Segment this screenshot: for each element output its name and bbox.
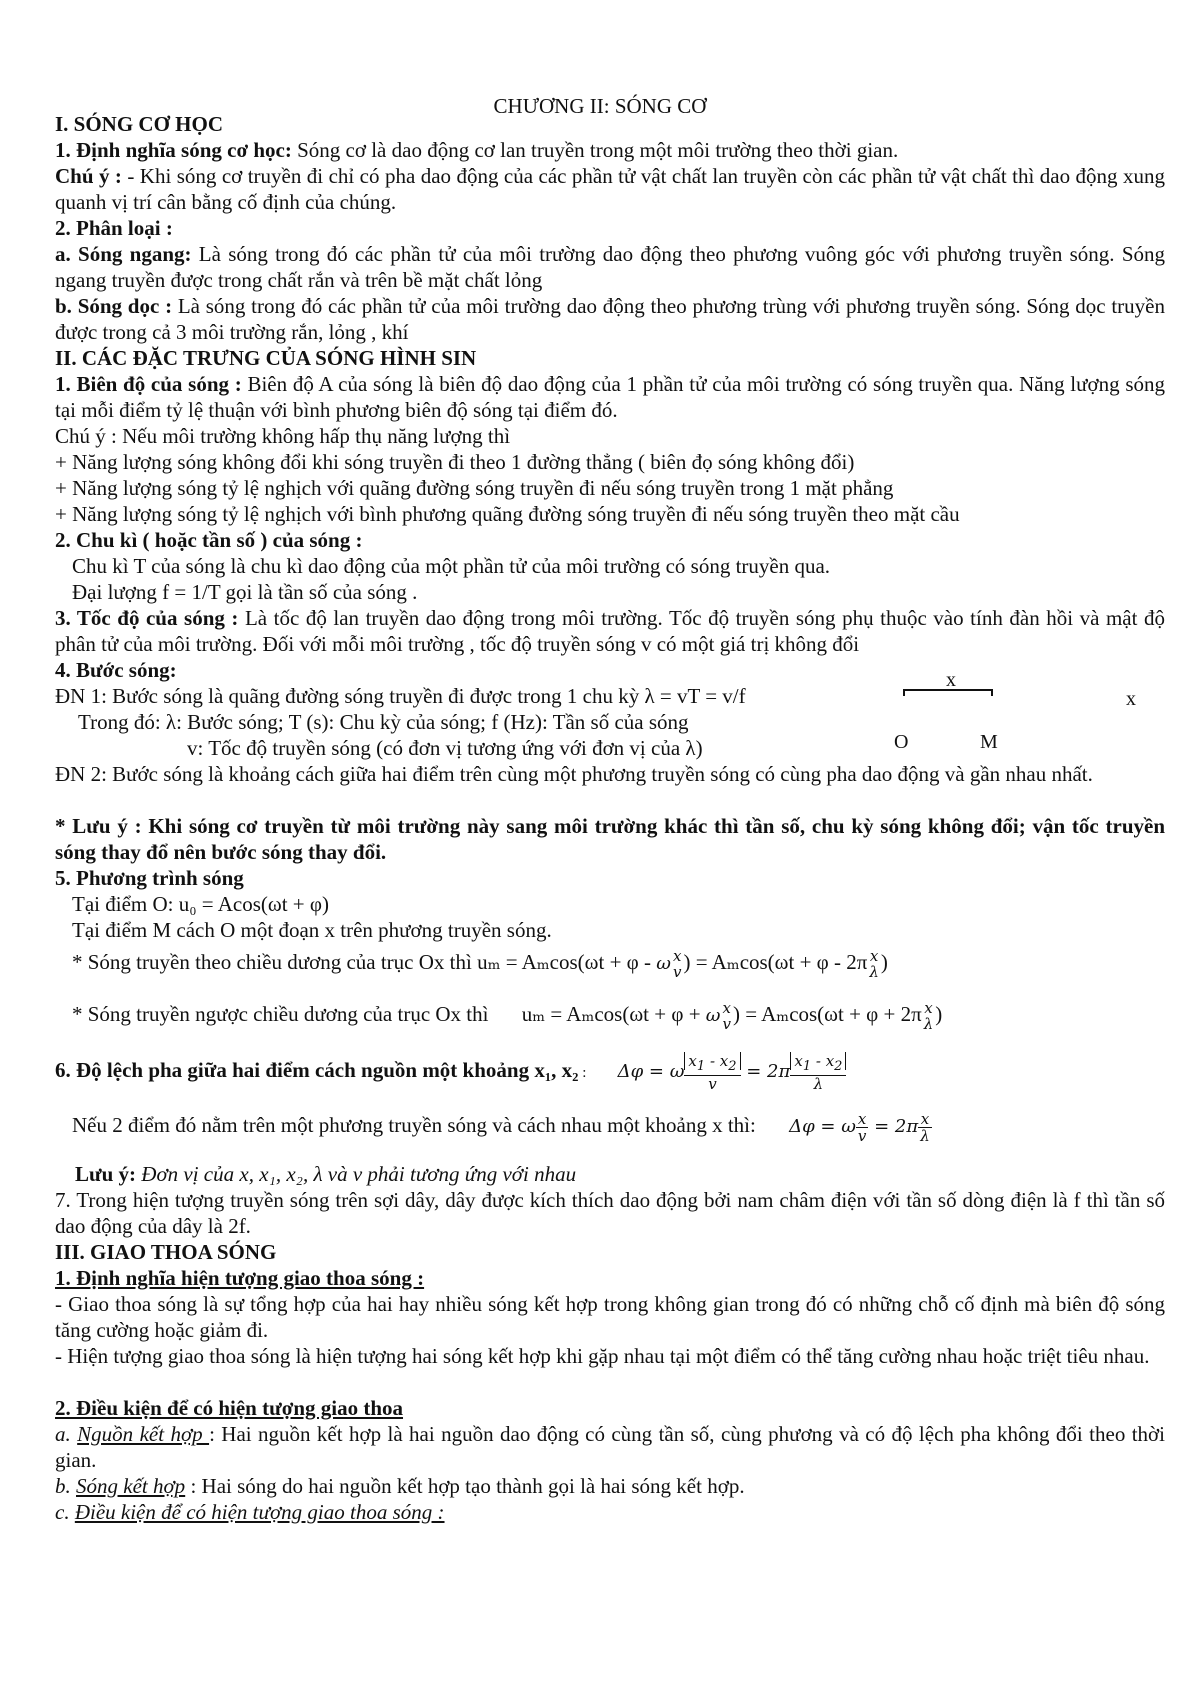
diagram-point-o: O (894, 731, 909, 753)
s2-amplitude-bullet-2: + Năng lượng sóng tỷ lệ nghịch với quãng đường sóng truyền đi nếu sóng truyền trong 1 mặt phẳng (55, 476, 894, 500)
s1-definition-text: Sóng cơ là dao động cơ lan truyền trong một môi trường theo thời gian. (291, 138, 899, 162)
fraction-abs-x1-x2-over-lambda: $\frac{x_1 - x_2}{\lambda}$ (790, 1053, 846, 1092)
s2-wavelength-definition-1: ĐN 1: Bước sóng là quãng đường sóng truyền đi được trong 1 chu kỳ λ = vT = v/f (55, 684, 746, 708)
chapter-title: CHƯƠNG II: SÓNG CƠ (493, 94, 707, 118)
coherent-sources-prefix: a. (55, 1422, 78, 1446)
unit-note-text: Đơn vị của x, x₁, x₂, λ và v phải tương ứng với nhau (136, 1162, 577, 1186)
s1-note (55, 163, 1165, 215)
phase-difference-label: 6. Độ lệch pha giữa hai điểm cách nguồn một khoảng x₁, x₂ (55, 1058, 579, 1082)
s2-unit-note (75, 1161, 576, 1187)
s3-coherent-waves (55, 1473, 745, 1499)
omega-symbol: ω (656, 953, 671, 974)
fraction-x-over-lambda: $\frac{x}{\lambda}$ (920, 1109, 930, 1145)
s3-definition-heading: 1. Định nghĩa hiện tượng giao thoa sóng : (55, 1266, 425, 1290)
diagram-point-m: M (980, 731, 998, 753)
equation-positive-text: * Sóng truyền theo chiều dương của trục Ox thì (72, 950, 472, 974)
s2-wavelength-label: 4. Bước sóng: (55, 658, 177, 682)
diagram-distance-label: x (946, 670, 956, 691)
section-2-heading: II. CÁC ĐẶC TRƯNG CỦA SÓNG HÌNH SIN (55, 346, 477, 370)
s2-amplitude-bullet-3: + Năng lượng sóng tỷ lệ nghịch với bình phương quãng đường sóng truyền đi nếu sóng truyền theo mặt cầu (55, 502, 960, 526)
s2-equation-at-m-intro: Tại điểm M cách O một đoạn x trên phương truyền sóng. (72, 918, 552, 942)
equation-positive-mid: ) = Aₘcos(ωt + φ - 2π (683, 950, 868, 974)
s2-wavelength-note: * Lưu ý : Khi sóng cơ truyền từ môi trường này sang môi trường khác thì tần số, chu kỳ sóng không đổi; vận tốc truyền sóng thay đổ nên bước sóng thay đổi. (55, 814, 1165, 864)
fraction-x-over-lambda: x λ (869, 947, 879, 982)
s1-note-text: - Khi sóng cơ truyền đi chỉ có pha dao động của các phần tử vật chất lan truyền còn các phần tử vật chất thì dao động xung quanh vị trí cân bằng cố định của chúng. (55, 164, 1165, 214)
fraction-x-over-lambda: x λ (923, 999, 934, 1034)
s1-note-label: Chú ý : (55, 164, 122, 188)
coherent-sources-text: : Hai nguồn kết hợp là hai nguồn dao động có cùng tần số, cùng phương và có độ lệch pha không đổi theo thời gian. (55, 1422, 1165, 1472)
equation-negative-mid: ) = Aₘcos(ωt + φ + 2π (732, 1002, 922, 1026)
s2-wavelength-where-1: Trong đó: λ: Bước sóng; T (s): Chu kỳ của sóng; f (Hz): Tần số của sóng (78, 710, 689, 734)
s2-wavelength-where-2: v: Tốc độ truyền sóng (có đơn vị tương ứng với đơn vị của λ) (187, 736, 703, 760)
phase-formula-lhs: Δφ = ω (617, 1061, 685, 1082)
s2-phase-difference-x (72, 1108, 932, 1144)
coherent-waves-term: Sóng kết hợp (76, 1474, 186, 1498)
phase-difference-colon: : (578, 1065, 587, 1081)
s2-equation-positive: * Sóng truyền theo chiều dương của trục Ox thì uₘ = Aₘcos(ωt + φ - ω x v ) = Aₘcos(ωt + φ - 2π x λ ) (72, 947, 888, 982)
s1-definition-label: 1. Định nghĩa sóng cơ học: (55, 138, 292, 162)
s1-longitudinal-wave (55, 293, 1165, 345)
s2-amplitude-note: Chú ý : Nếu môi trường không hấp thụ năng lượng thì (55, 424, 511, 448)
equation-negative-lhs: uₘ = Aₘcos(ωt + φ + (521, 1002, 706, 1026)
unit-note-label: Lưu ý: (75, 1162, 137, 1186)
phase-x-text: Nếu 2 điểm đó nằm trên một phương truyền sóng và cách nhau một khoảng x thì: (72, 1113, 756, 1137)
s2-phase-difference (55, 1047, 846, 1096)
fraction-x-over-v: x v (672, 947, 682, 982)
s1-longitudinal-label: b. Sóng dọc : (55, 294, 173, 318)
coherent-waves-text: : Hai sóng do hai nguồn kết hợp tạo thành gọi là hai sóng kết hợp. (185, 1474, 745, 1498)
phase-x-formula-lhs: Δφ = ω (789, 1116, 856, 1137)
diagram-axis-label: x (1126, 688, 1136, 710)
s1-transverse-wave (55, 241, 1165, 293)
omega-symbol: ω (705, 1005, 721, 1026)
coherent-sources-term: Nguồn kết hợp (77, 1422, 210, 1446)
s1-definition (55, 137, 898, 163)
coherent-waves-prefix: b. (55, 1474, 76, 1498)
fraction-abs-x1-x2-over-v: $\frac{x_1 - x_2}{v}$ (684, 1053, 740, 1092)
s2-wave-equation-label: 5. Phương trình sóng (55, 866, 244, 890)
fraction-x-over-v: x v (722, 999, 731, 1034)
s3-definition-1: - Giao thoa sóng là sự tổng hợp của hai hay nhiều sóng kết hợp trong không gian trong đó có những chỗ cố định mà biên độ sóng tăng cường hoặc giảm đi. (55, 1292, 1165, 1342)
wave-distance-diagram (880, 670, 1160, 755)
interference-condition-term: Điều kiện để có hiện tượng giao thoa sóng : (74, 1500, 445, 1524)
s2-amplitude-bullet-1: + Năng lượng sóng không đổi khi sóng truyền đi theo 1 đường thẳng ( biên đọ sóng không đổi) (55, 450, 855, 474)
equation-negative-text: * Sóng truyền ngược chiều dương của trục Ox thì (72, 1002, 489, 1026)
equation-positive-lhs: uₘ = Aₘcos(ωt + φ - (477, 950, 657, 974)
s2-period-text-1: Chu kì T của sóng là chu kì dao động của một phần tử của môi trường có sóng truyền qua. (72, 554, 831, 578)
s2-string-wave: 7. Trong hiện tượng truyền sóng trên sợi dây, dây được kích thích dao động bởi nam châm điện với tần số dòng điện là f thì tần số dao động của dây là 2f. (55, 1188, 1165, 1238)
s2-speed-label: 3. Tốc độ của sóng : (55, 606, 239, 630)
s2-period-text-2: Đại lượng f = 1/T gọi là tần số của sóng . (72, 580, 418, 604)
s2-amplitude (55, 371, 1165, 423)
s2-amplitude-label: 1. Biên độ của sóng : (55, 372, 242, 396)
phase-formula-mid: = 2π (740, 1061, 791, 1082)
s2-speed-text: Là tốc độ lan truyền dao động trong môi trường. Tốc độ truyền sóng phụ thuộc vào tính đàn hồi và mật độ phân tử của môi trường. Đối với mỗi môi trường , tốc độ truyền sóng v có một giá trị không đổi (55, 606, 1165, 656)
s2-equation-negative: * Sóng truyền ngược chiều dương của trục Ox thì uₘ = Aₘcos(ωt + φ + ω x v ) = Aₘcos(ωt + φ + 2π x λ ) (72, 999, 943, 1034)
s3-interference-condition (55, 1499, 445, 1525)
interference-condition-prefix: c. (55, 1500, 75, 1524)
s1-transverse-text: Là sóng trong đó các phần tử của môi trường dao động theo phương vuông góc với phương truyền sóng. Sóng ngang truyền được trong chất rắn và trên bề mặt chất lỏng (55, 242, 1165, 292)
s1-longitudinal-text: Là sóng trong đó các phần tử của môi trường dao động theo phương trùng với phương truyền sóng. Sóng dọc truyền được trong cả 3 môi trường rắn, lỏng , khí (55, 294, 1165, 344)
s2-period-label: 2. Chu kì ( hoặc tần số ) của sóng : (55, 528, 363, 552)
s2-amplitude-text: Biên độ A của sóng là biên độ dao động của 1 phần tử của môi trường có sóng truyền qua. Năng lượng sóng tại mỗi điểm tỷ lệ thuận với bình phương biên độ sóng tại điểm đó. (55, 372, 1166, 422)
section-3-heading: III. GIAO THOA SÓNG (55, 1240, 277, 1264)
section-1-heading: I. SÓNG CƠ HỌC (55, 112, 224, 136)
s2-wavelength-definition-2: ĐN 2: Bước sóng là khoảng cách giữa hai điểm trên cùng một phương truyền sóng có cùng pha dao động và gần nhau nhất. (55, 762, 1093, 786)
s3-definition-2: - Hiện tượng giao thoa sóng là hiện tượng hai sóng kết hợp khi gặp nhau tại một điểm có thể tăng cường nhau hoặc triệt tiêu nhau. (55, 1344, 1150, 1368)
phase-x-formula-mid: = 2π (868, 1116, 919, 1137)
fraction-x-over-v: $\frac{x}{v}$ (857, 1109, 867, 1145)
s2-equation-at-o: Tại điểm O: u₀ = Acos(ωt + φ) (72, 892, 329, 916)
s1-classification-label: 2. Phân loại : (55, 216, 173, 240)
s3-conditions-heading: 2. Điều kiện để có hiện tượng giao thoa (55, 1396, 404, 1420)
s3-coherent-sources (55, 1421, 1165, 1473)
s1-transverse-label: a. Sóng ngang: (55, 242, 192, 266)
s2-speed (55, 605, 1165, 657)
